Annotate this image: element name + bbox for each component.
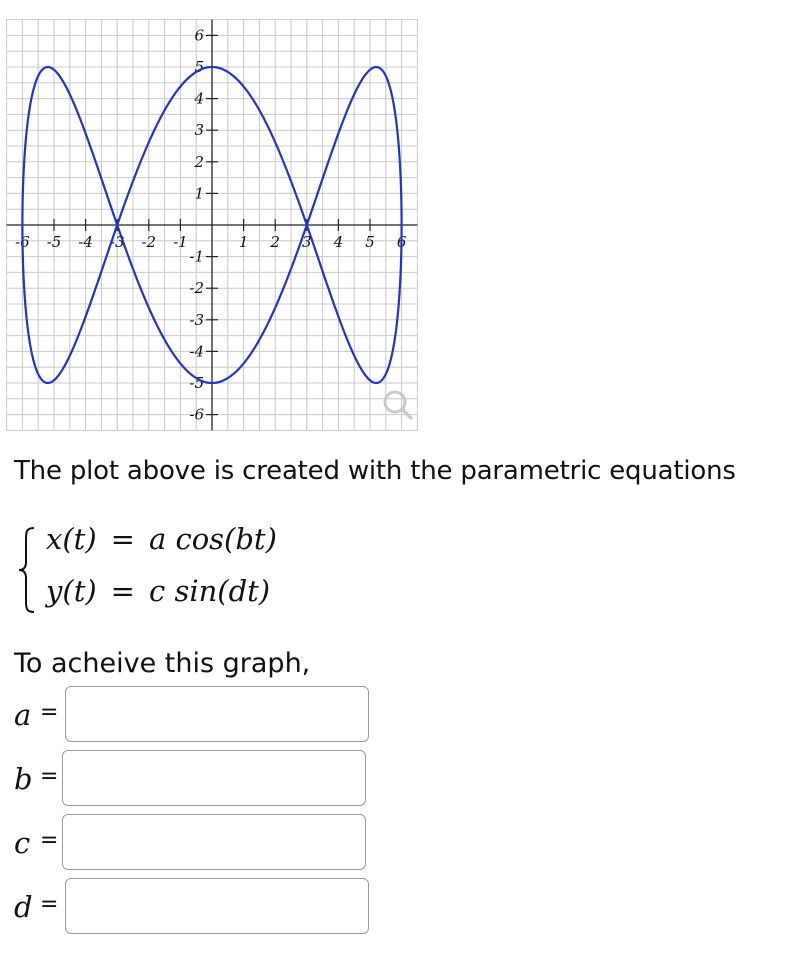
equation-y [46,574,270,608]
parametric-graph [0,0,430,440]
answer-input-c[interactable] [62,814,366,870]
field-row-a [14,686,374,746]
equation-x-rel: = [110,522,135,556]
y-tick-label: 6 [194,26,204,45]
problem-prompt: The plot above is created with the parametric equations [14,456,736,486]
answer-input-a[interactable] [65,686,369,742]
x-tick-labels [15,233,407,251]
equation-x-lhs: x(t) [46,522,97,556]
y-tick-label: 4 [194,89,204,108]
x-tick-label: 2 [270,233,280,251]
x-tick-label: 1 [238,233,249,251]
x-tick-label: -6 [15,233,30,251]
answer-input-b[interactable] [62,750,366,806]
field-row-b [14,750,374,810]
y-tick-label: 5 [194,58,204,76]
equation-y-lhs: y(t) [46,574,97,608]
y-tick-label: 2 [194,152,204,171]
answer-intro: To acheive this graph, [14,648,311,679]
equation-x [46,522,277,556]
y-tick-label: -3 [189,310,204,329]
y-tick-label: -2 [189,279,204,298]
x-tick-label: -4 [78,233,93,251]
equation-x-rhs: a cos(bt) [148,522,277,556]
y-tick-label: -6 [189,405,204,424]
y-tick-label: 1 [194,184,204,203]
field-row-d [14,878,374,938]
x-tick-label: -3 [109,233,125,251]
y-tick-label: -4 [189,342,204,361]
x-tick-label: 3 [302,233,312,251]
x-tick-label: -5 [46,233,62,251]
var-label-b: b [14,762,33,796]
y-tick-label: -5 [189,374,204,392]
equation-y-rel: = [110,574,135,608]
answer-input-d[interactable] [65,878,369,934]
parametric-equations [16,520,316,620]
x-tick-label: 4 [333,233,344,251]
x-tick-label: 5 [365,233,375,251]
y-tick-label: 3 [194,121,204,140]
graph-axes [7,20,418,431]
equals-sign: = [40,892,59,917]
x-tick-label: -2 [141,233,157,251]
equals-sign: = [40,700,59,725]
y-tick-label: -1 [189,247,204,266]
equals-sign: = [40,764,59,789]
equals-sign: = [40,828,59,853]
var-label-c: c [14,826,31,860]
var-label-d: d [14,890,33,924]
var-label-a: a [14,698,32,732]
x-tick-label: -1 [173,233,188,251]
equation-y-rhs: c sin(dt) [148,574,271,608]
left-brace-icon [16,526,38,614]
field-row-c [14,814,374,874]
x-tick-label: 6 [396,233,407,251]
